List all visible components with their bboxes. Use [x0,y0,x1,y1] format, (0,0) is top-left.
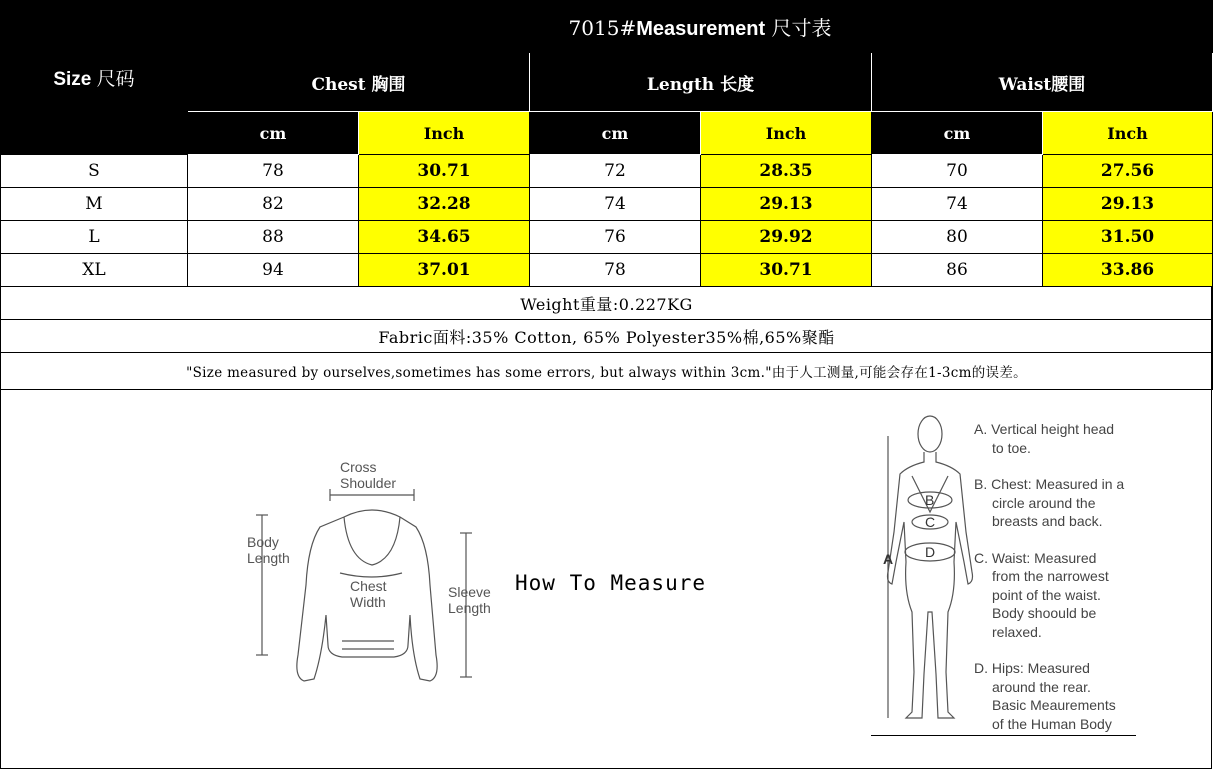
size-label: L [1,221,188,254]
table-row [1,254,1213,287]
measurement-note: "Size measured by ourselves,sometimes has some errors, but always within 3cm."由于人工测量,可能会存在1-3cm的误差。 [1,353,1213,390]
shirt-diagram [244,455,504,695]
unit-header: cm [872,112,1043,155]
waist-inch: 27.56 [1043,155,1213,188]
length-inch: 28.35 [701,155,872,188]
size-label: M [1,188,188,221]
how-to-measure-title: How To Measure [515,571,707,595]
waist-inch: 29.13 [1043,188,1213,221]
legend-item: B. Chest: Measured in a circle around the breasts and back. [974,476,1125,529]
body-mark-d: D [925,544,936,560]
chest-inch: 32.28 [359,188,530,221]
body-mark-b: B [925,492,935,508]
shirt-label-body: Body [247,534,279,550]
shirt-label-shoulder: Shoulder [340,475,397,491]
shirt-label-sleeve-length: Length [448,600,491,616]
waist-inch: 31.50 [1043,221,1213,254]
size-header: Size 尺码 [1,1,188,155]
chest-inch: 34.65 [359,221,530,254]
shirt-label-sleeve: Sleeve [448,584,491,600]
unit-header: Inch [359,112,530,155]
chest-inch: 30.71 [359,155,530,188]
length-cm: 72 [530,155,701,188]
chest-cm: 94 [188,254,359,287]
shirt-label-width: Width [350,594,386,610]
body-mark-c: C [925,514,936,530]
shirt-label-body-length: Length [247,550,290,566]
length-cm: 78 [530,254,701,287]
length-cm: 76 [530,221,701,254]
size-label: XL [1,254,188,287]
chest-cm: 82 [188,188,359,221]
length-inch: 29.13 [701,188,872,221]
shirt-label-chest: Chest [350,578,387,594]
fabric-info: Fabric面料:35% Cotton, 65% Polyester35%棉,65%聚酯 [1,320,1213,353]
group-length: Length 长度 [530,53,872,112]
unit-header: cm [530,112,701,155]
length-inch: 30.71 [701,254,872,287]
waist-inch: 33.86 [1043,254,1213,287]
shirt-label-cross: Cross [340,459,377,475]
unit-header: Inch [701,112,872,155]
weight-info: Weight重量:0.227KG [1,287,1213,320]
waist-cm: 74 [872,188,1043,221]
divider [871,735,1136,736]
unit-header: Inch [1043,112,1213,155]
group-waist: Waist腰围 [872,53,1213,112]
chart-title: 7015#Measurement 尺寸表 [188,1,1213,53]
waist-cm: 80 [872,221,1043,254]
chest-inch: 37.01 [359,254,530,287]
table-row [1,221,1213,254]
chest-cm: 88 [188,221,359,254]
body-mark-a: A [883,551,894,567]
waist-cm: 70 [872,155,1043,188]
unit-header: cm [188,112,359,155]
measurement-legend [974,420,1154,751]
legend-item: C. Waist: Measured from the narrowest point of the waist. Body shoould be relaxed. [974,549,1109,640]
waist-cm: 86 [872,254,1043,287]
group-chest: Chest 胸围 [188,53,530,112]
size-label: S [1,155,188,188]
legend-item: A. Vertical height head to toe. [974,421,1115,456]
legend-item: D. Hips: Measured around the rear. Basic Meaurements of the Human Body [974,660,1116,732]
table-row [1,155,1213,188]
length-inch: 29.92 [701,221,872,254]
table-row [1,188,1213,221]
chest-cm: 78 [188,155,359,188]
length-cm: 74 [530,188,701,221]
